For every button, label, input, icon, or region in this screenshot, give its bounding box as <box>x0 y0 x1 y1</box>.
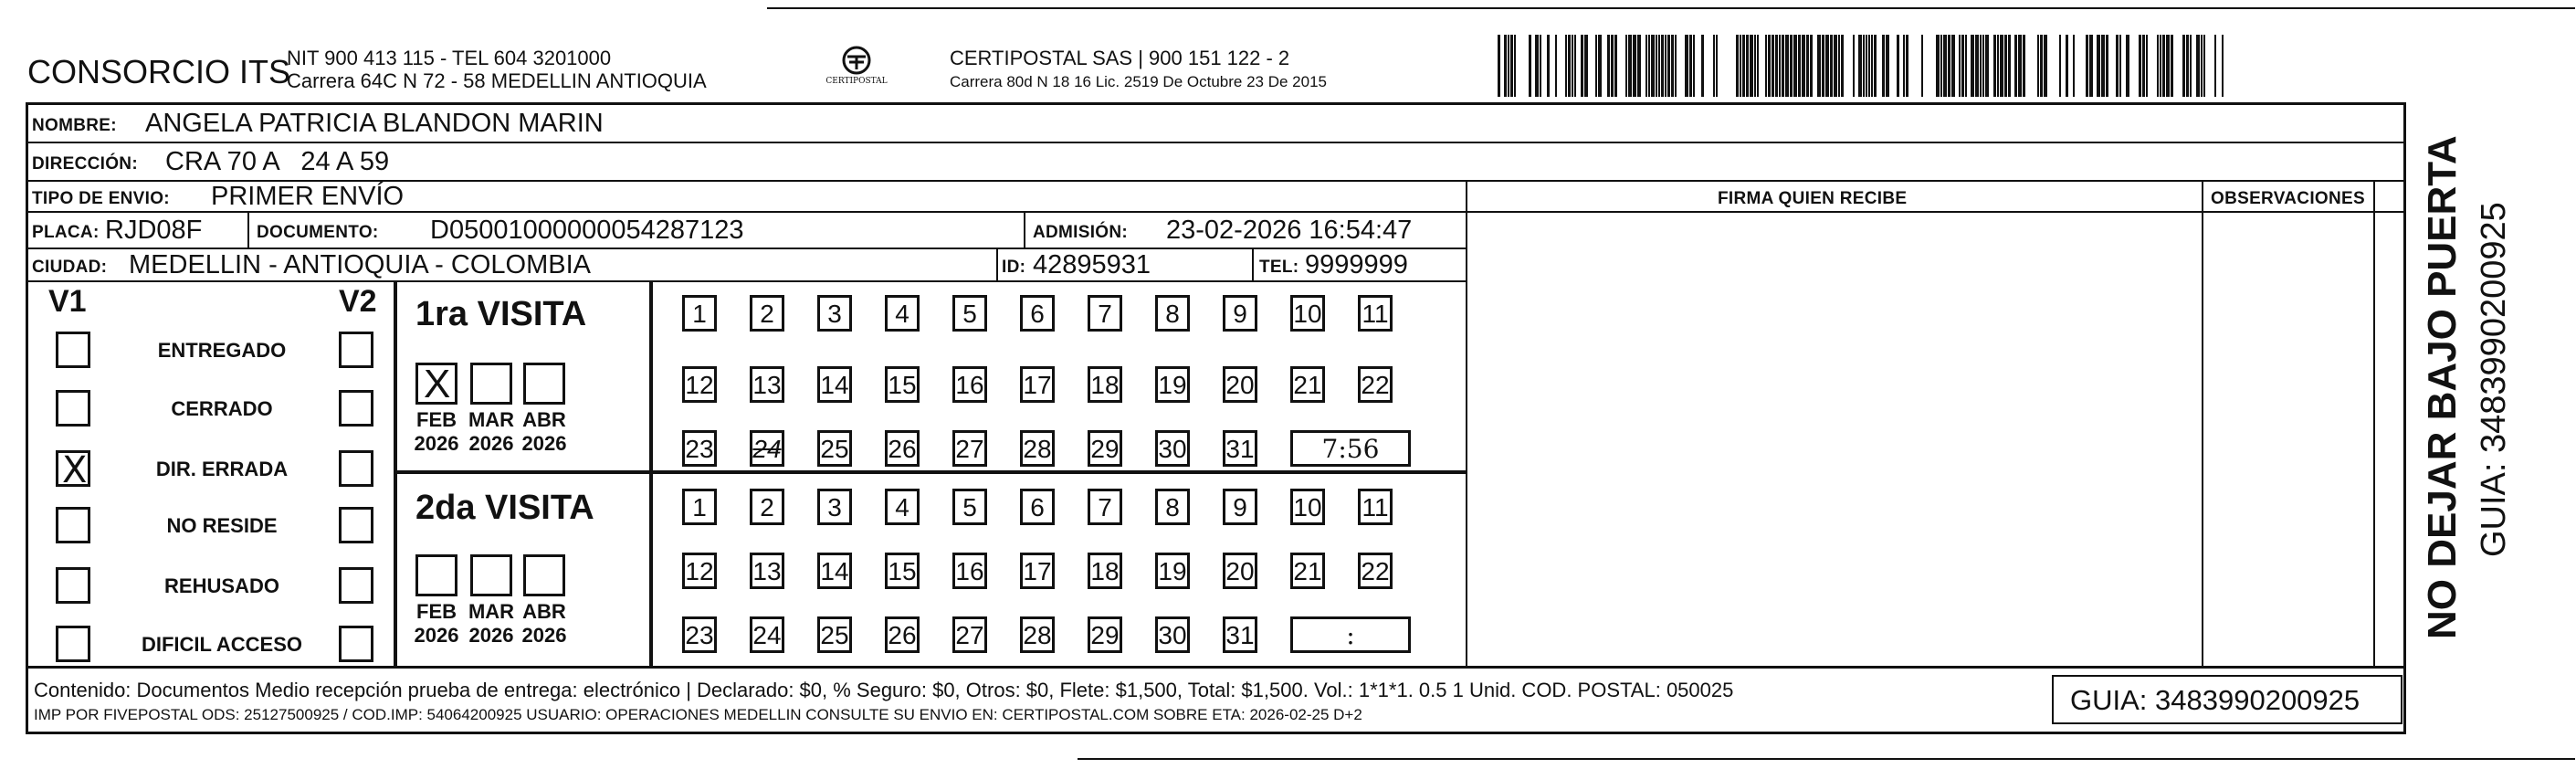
row-ciudad <box>28 249 1466 282</box>
visit1-day-box[interactable]: 29 <box>1088 430 1122 467</box>
visit1-day-box[interactable]: 15 <box>885 366 920 403</box>
visit1-day-box[interactable]: 12 <box>682 366 717 403</box>
status-v2-checkbox[interactable] <box>339 332 373 368</box>
status-v2-checkbox[interactable] <box>339 390 373 427</box>
visit1-day-box[interactable]: 9 <box>1223 295 1257 332</box>
visit2-day-box[interactable]: 25 <box>817 616 852 653</box>
visit2-month-year: 2026 <box>468 624 514 647</box>
visit2-month-checkbox[interactable] <box>523 554 565 596</box>
status-v1-checkbox[interactable] <box>56 567 90 604</box>
visit2-day-box[interactable]: 28 <box>1020 616 1055 653</box>
status-v1-checkbox[interactable] <box>56 626 90 662</box>
visit2-day-box[interactable]: 14 <box>817 553 852 589</box>
status-v1-checkbox[interactable] <box>56 390 90 427</box>
placa-value: RJD08F <box>105 216 203 245</box>
status-v1-checkbox[interactable] <box>56 332 90 368</box>
visit1-month-label: FEB <box>416 408 457 431</box>
visit2-month-year: 2026 <box>414 624 459 647</box>
status-v2-checkbox[interactable] <box>339 567 373 604</box>
visit1-time-box[interactable]: 7:56 <box>1290 430 1411 467</box>
months-days-divider <box>649 282 653 666</box>
status-v2-checkbox[interactable] <box>339 507 373 543</box>
status-v2-checkbox[interactable] <box>339 450 373 487</box>
ciudad-label: CIUDAD: <box>32 258 108 277</box>
visit2-day-box[interactable]: 4 <box>885 489 920 525</box>
observaciones-label: OBSERVACIONES <box>2211 189 2365 208</box>
nombre-label: NOMBRE: <box>32 116 117 135</box>
status-v1-mark: X <box>62 449 88 491</box>
row-nombre <box>28 105 2403 143</box>
row-direccion <box>28 143 2403 182</box>
visit1-day-box[interactable]: 2 <box>750 295 784 332</box>
visit1-month-checkbox[interactable] <box>415 363 457 405</box>
visit2-day-box[interactable]: 8 <box>1155 489 1190 525</box>
visit2-month-label: MAR <box>468 600 515 623</box>
visit2-day-box[interactable]: 20 <box>1223 553 1257 589</box>
visit2-month-year: 2026 <box>521 624 567 647</box>
visit2-day-box[interactable]: 15 <box>885 553 920 589</box>
visit1-day-box[interactable]: 21 <box>1290 366 1325 403</box>
visit1-day-box[interactable]: 26 <box>885 430 920 467</box>
visit2-day-box[interactable]: 16 <box>952 553 987 589</box>
visit1-day-box[interactable]: 10 <box>1290 295 1325 332</box>
tipo-envio-value: PRIMER ENVÍO <box>211 182 405 211</box>
certipostal-license: Carrera 80d N 18 16 Lic. 2519 De Octubre 23 De 2015 <box>950 73 1327 90</box>
tipo-envio-label: TIPO DE ENVIO: <box>32 189 170 208</box>
visit2-month-checkbox[interactable] <box>415 554 457 596</box>
v2-label: V2 <box>339 284 377 319</box>
visit2-title: 2da VISITA <box>415 489 594 527</box>
tel-label: TEL: <box>1259 258 1299 277</box>
visit2-day-box[interactable]: 3 <box>817 489 852 525</box>
footer-guia: GUIA: 3483990200925 <box>2070 684 2360 716</box>
delivery-form <box>26 102 2406 734</box>
company-address: Carrera 64C N 72 - 58 MEDELLIN ANTIOQUIA <box>287 69 707 92</box>
status-visit-divider <box>394 282 397 666</box>
status-label: ENTREGADO <box>157 339 287 362</box>
visit1-day-box[interactable]: 7 <box>1088 295 1122 332</box>
visit2-day-box[interactable]: 30 <box>1155 616 1190 653</box>
visit1-day-box[interactable]: 27 <box>952 430 987 467</box>
visit2-day-box[interactable]: 24 <box>750 616 784 653</box>
visit2-day-box[interactable]: 5 <box>952 489 987 525</box>
visit2-day-box[interactable]: 9 <box>1223 489 1257 525</box>
visit1-month-checkbox[interactable] <box>523 363 565 405</box>
row-tipo-envio <box>28 182 2403 213</box>
status-label: NO RESIDE <box>166 514 278 537</box>
footer-line2: IMP POR FIVEPOSTAL ODS: 25127500925 / COD.IMP: 54064200925 USUARIO: OPERACIONES MEDELLIN CONSULTE SU ENVIO EN: CERTIPOSTAL.COM SOBRE ETA: 2026-02-25 D+2 <box>34 706 1362 723</box>
placa-label: PLACA: <box>32 223 100 242</box>
no-dejar-bajo-puerta: NO DEJAR BAJO PUERTA <box>2420 135 2465 639</box>
admision-value: 23-02-2026 16:54:47 <box>1166 216 1413 245</box>
visit1-month-label: MAR <box>468 408 515 431</box>
visit2-day-box[interactable]: 12 <box>682 553 717 589</box>
visit1-day-box[interactable]: 31 <box>1223 430 1257 467</box>
bottom-rule <box>1078 758 2575 760</box>
footer-top-rule <box>28 666 2403 669</box>
visit1-day-box[interactable]: 18 <box>1088 366 1122 403</box>
visit1-day-box[interactable]: 25 <box>817 430 852 467</box>
documento-value: D05001000000054287123 <box>430 216 744 245</box>
visit1-day-box[interactable]: 17 <box>1020 366 1055 403</box>
visit2-day-box[interactable]: 7 <box>1088 489 1122 525</box>
visit1-day-box[interactable]: 5 <box>952 295 987 332</box>
visit2-month-checkbox[interactable] <box>470 554 512 596</box>
visit2-day-box[interactable]: 22 <box>1358 553 1393 589</box>
company-name: CONSORCIO ITS <box>27 53 291 90</box>
company-nit: NIT 900 413 115 - TEL 604 3201000 <box>287 47 612 69</box>
placa-divider <box>247 213 249 249</box>
visit2-month-label: ABR <box>522 600 566 623</box>
status-v1-checkbox[interactable] <box>56 507 90 543</box>
visit2-day-box[interactable]: 31 <box>1223 616 1257 653</box>
visit1-day-box[interactable]: 14 <box>817 366 852 403</box>
top-rule <box>767 7 2575 9</box>
status-v2-checkbox[interactable] <box>339 626 373 662</box>
footer-guia-box <box>2052 675 2403 724</box>
barcode <box>1498 35 2228 97</box>
visit2-day-box[interactable]: 2 <box>750 489 784 525</box>
admision-divider <box>1024 213 1025 249</box>
row-placa <box>28 213 1466 249</box>
tel-value: 9999999 <box>1305 250 1408 279</box>
visit1-day-box[interactable]: 19 <box>1155 366 1190 403</box>
visit2-time-box[interactable]: : <box>1290 616 1411 653</box>
status-label: DIFICIL ACCESO <box>141 633 302 656</box>
visit1-month-year: 2026 <box>468 432 514 455</box>
visit1-day-box[interactable]: 22 <box>1358 366 1393 403</box>
firma-label: FIRMA QUIEN RECIBE <box>1718 189 1908 208</box>
firma-left-border <box>1466 182 1467 666</box>
visit2-day-box[interactable]: 19 <box>1155 553 1190 589</box>
visit1-day-box[interactable]: 4 <box>885 295 920 332</box>
logo-text: CERTIPOSTAL <box>825 77 888 86</box>
visit1-day-box[interactable]: 23 <box>682 430 717 467</box>
documento-label: DOCUMENTO: <box>257 223 379 242</box>
visit2-day-box[interactable]: 27 <box>952 616 987 653</box>
visit1-day-box[interactable]: 13 <box>750 366 784 403</box>
visit2-day-box[interactable]: 17 <box>1020 553 1055 589</box>
visit1-month-checkbox[interactable] <box>470 363 512 405</box>
visit1-day-box[interactable]: 28 <box>1020 430 1055 467</box>
visit1-month-year: 2026 <box>414 432 459 455</box>
ciudad-value: MEDELLIN - ANTIOQUIA - COLOMBIA <box>129 250 591 279</box>
visit1-day-box[interactable]: 8 <box>1155 295 1190 332</box>
visit1-title: 1ra VISITA <box>415 295 587 333</box>
visit2-day-box[interactable]: 23 <box>682 616 717 653</box>
nombre-value: ANGELA PATRICIA BLANDON MARIN <box>145 109 604 138</box>
visit2-day-box[interactable]: 26 <box>885 616 920 653</box>
id-divider <box>996 249 998 282</box>
visit1-day-box[interactable]: 11 <box>1358 295 1393 332</box>
certipostal-logo <box>825 42 888 97</box>
id-value: 42895931 <box>1033 250 1151 279</box>
visit1-day-box[interactable]: 30 <box>1155 430 1190 467</box>
visit-divider <box>394 470 1466 474</box>
visit1-month-label: ABR <box>522 408 566 431</box>
direccion-label: DIRECCIÓN: <box>32 154 138 174</box>
status-label: REHUSADO <box>164 574 279 597</box>
side-guia: GUIA: 3483990200925 <box>2475 202 2513 557</box>
visit1-day-box[interactable]: 16 <box>952 366 987 403</box>
status-v1-checkbox[interactable] <box>56 449 90 491</box>
observaciones-left-border <box>2202 182 2203 666</box>
form-right-border <box>2373 182 2375 666</box>
status-label: DIR. ERRADA <box>155 458 289 480</box>
visit2-day-box[interactable]: 1 <box>682 489 717 525</box>
footer-line1: Contenido: Documentos Medio recepción prueba de entrega: electrónico | Declarado: $0, % Seguro: $0, Otros: $0, Flete: $1,500, Total: $1,500. Vol.: 1*1*1. 0.5 1 Unid. COD. POSTAL: 050025 <box>34 679 1734 701</box>
visit1-day-box[interactable]: 20 <box>1223 366 1257 403</box>
visit2-day-box[interactable]: 29 <box>1088 616 1122 653</box>
visit2-day-box[interactable]: 18 <box>1088 553 1122 589</box>
v1-label: V1 <box>48 284 87 319</box>
tel-divider <box>1252 249 1254 282</box>
visit1-day-box[interactable]: 24 <box>750 430 784 467</box>
visit2-day-box[interactable]: 11 <box>1358 489 1393 525</box>
id-label: ID: <box>1002 258 1026 277</box>
visit2-day-box[interactable]: 6 <box>1020 489 1055 525</box>
visit2-day-box[interactable]: 10 <box>1290 489 1325 525</box>
visit1-day-box[interactable]: 1 <box>682 295 717 332</box>
admision-label: ADMISIÓN: <box>1033 223 1129 242</box>
visit1-day-box[interactable]: 3 <box>817 295 852 332</box>
direccion-value: CRA 70 A 24 A 59 <box>165 147 390 176</box>
visit2-day-box[interactable]: 13 <box>750 553 784 589</box>
certipostal-name: CERTIPOSTAL SAS | 900 151 122 - 2 <box>950 47 1290 69</box>
visit1-month-year: 2026 <box>521 432 567 455</box>
visit1-month-mark: X <box>424 362 451 406</box>
visit2-day-box[interactable]: 21 <box>1290 553 1325 589</box>
visit2-month-label: FEB <box>416 600 457 623</box>
visit1-day-box[interactable]: 6 <box>1020 295 1055 332</box>
status-label: CERRADO <box>171 397 273 420</box>
